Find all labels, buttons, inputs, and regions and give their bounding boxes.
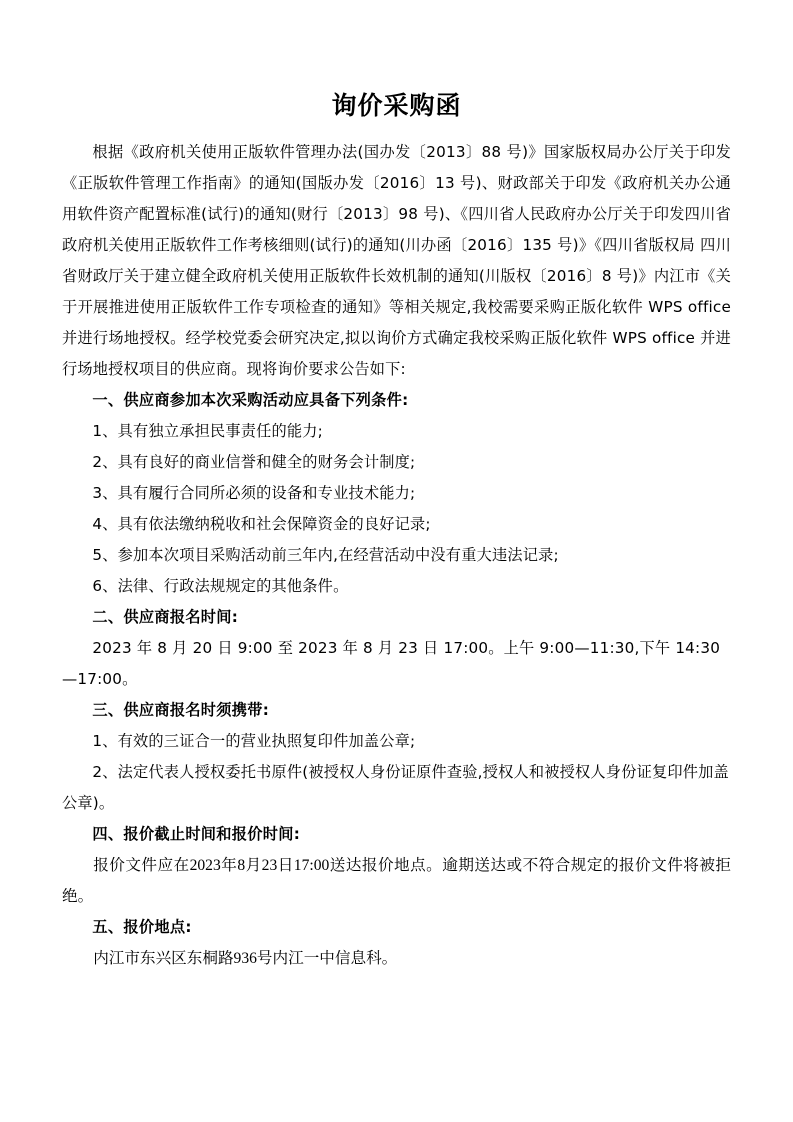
section-1-item-5: 5、参加本次项目采购活动前三年内,在经营活动中没有重大违法记录; bbox=[92, 545, 559, 564]
section-1-item-4: 4、具有依法缴纳税收和社会保障资金的良好记录; bbox=[92, 514, 431, 533]
section-heading-3: 三、供应商报名时须携带: bbox=[92, 700, 270, 719]
section-1-item-3: 3、具有履行合同所必须的设备和专业技术能力; bbox=[92, 483, 416, 502]
page-title: 询价采购函 bbox=[331, 91, 462, 120]
section-1-item-6: 6、法律、行政法规规定的其他条件。 bbox=[92, 576, 349, 595]
section-heading-2: 二、供应商报名时间: bbox=[92, 607, 239, 626]
section-2-item-1: 2023 年 8 月 20 日 9:00 至 2023 年 8 月 23 日 17:00。上午 9:00—11:30,下午 14:30—17:00。 bbox=[62, 638, 721, 688]
section-1-item-2: 2、具有良好的商业信誉和健全的财务会计制度; bbox=[92, 452, 416, 471]
section-heading-4: 四、报价截止时间和报价时间: bbox=[92, 824, 301, 843]
section-4-item-1: 报价文件应在2023年8月23日17:00送达报价地点。逾期送达或不符合规定的报价文件将被拒绝。 bbox=[62, 856, 731, 905]
section-3-item-1: 1、有效的三证合一的营业执照复印件加盖公章; bbox=[92, 731, 416, 750]
section-1-item-1: 1、具有独立承担民事责任的能力; bbox=[92, 421, 323, 440]
section-heading-1: 一、供应商参加本次采购活动应具备下列条件: bbox=[92, 390, 409, 409]
section-heading-5: 五、报价地点: bbox=[92, 917, 192, 936]
section-3-item-2: 2、法定代表人授权委托书原件(被授权人身份证原件查验,授权人和被授权人身份证复印件加盖公章)。 bbox=[62, 762, 729, 812]
section-5-item-1: 内江市东兴区东桐路936号内江一中信息科。 bbox=[93, 949, 398, 967]
intro-paragraph: 根据《政府机关使用正版软件管理办法(国办发〔2013〕88 号)》国家版权局办公厅关于印发《正版软件管理工作指南》的通知(国版办发〔2016〕13 号)、财政部关于印发《政府机关办公通用软件资产配置标准(试行)的通知(财行〔2013〕98 号)、《四川省人民政府办公厅关于印发四川省政府机关使用正版软件工作考核细则(试行)的通知(川办函〔2016〕135 号)》《四川省版权局 四川省财政厅关于建立健全政府机关使用正版软件长效机制的通知(川版权〔2016〕8 号)》内江市《关于开展推进使用正版软件工作专项检查的通知》等相关规定,我校需要采购正版化软件 WPS office 并进行场地授权。经学校党委会研究决定,拟以询价方式确定我校采购正版化软件 WPS office 并进行场地授权项目的供应商。现将询价要求公告如下: bbox=[62, 142, 731, 378]
